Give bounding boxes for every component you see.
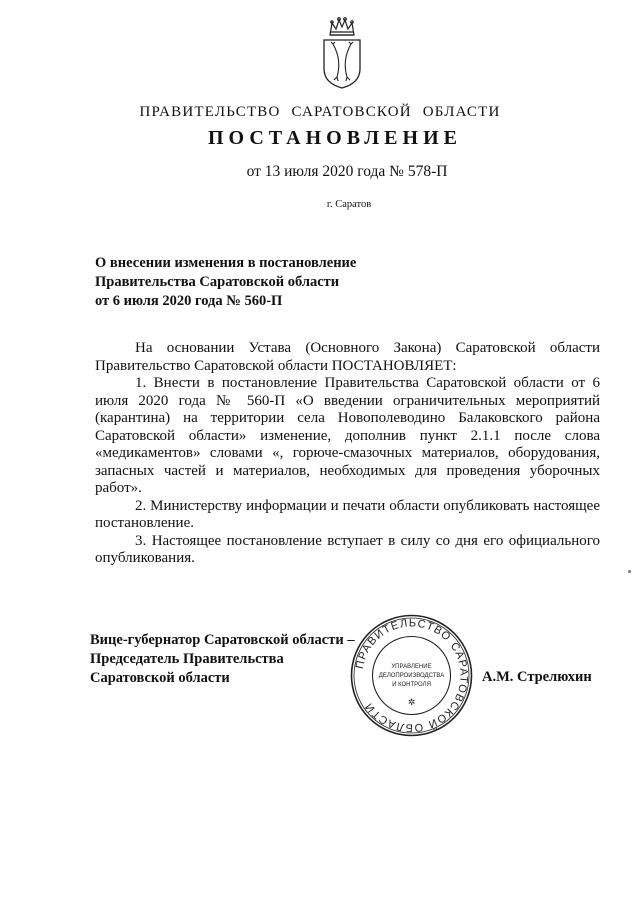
signer-title-line: Саратовской области	[90, 670, 230, 686]
body-paragraph: 1. Внести в постановление Правительства Саратовской области от 6 июля 2020 года № 560-П «О введении ограничительных мероприятий (карантина) на территории села Новополеводино Балаковского района Саратовской области» изменение, дополнив пункт 2.1.1 после слова «медикаментов» словами «, горюче-смазочных материалов, оборудования, запасных частей и материалов, необходимых для проведения уборочных работ».	[95, 375, 600, 496]
signer-title	[90, 631, 380, 688]
official-round-seal-icon	[349, 613, 474, 738]
signer-title-line: Вице-губернатор Саратовской области –	[90, 632, 355, 648]
organization-name: ПРАВИТЕЛЬСТВО САРАТОВСКОЙ ОБЛАСТИ	[139, 104, 501, 120]
body-paragraph: 2. Министерству информации и печати области опубликовать настоящее постановление.	[95, 497, 600, 531]
body-paragraph: На основании Устава (Основного Закона) Саратовской области Правительство Саратовской области ПОСТАНОВЛЯЕТ:	[95, 340, 600, 374]
scan-artifact-dot	[628, 570, 631, 573]
document-date-number: от 13 июля 2020 года № 578-П	[246, 163, 448, 180]
document-city: г. Саратов	[326, 199, 372, 210]
signer-title-line: Председатель Правительства	[90, 651, 284, 667]
subject-line: Правительства Саратовской области	[95, 274, 340, 290]
svg-text:УПРАВЛЕНИЕ: УПРАВЛЕНИЕ	[391, 664, 432, 670]
svg-text:✲: ✲	[407, 698, 416, 708]
document-subject	[95, 254, 395, 311]
subject-line: от 6 июля 2020 года № 560-П	[95, 293, 283, 309]
svg-text:ДЕЛОПРОИЗВОДСТВА: ДЕЛОПРОИЗВОДСТВА	[378, 673, 445, 679]
body-paragraph: 3. Настоящее постановление вступает в силу со дня его официального опубликования.	[95, 532, 600, 566]
document-body	[95, 340, 600, 568]
svg-text:И КОНТРОЛЯ: И КОНТРОЛЯ	[392, 682, 431, 688]
subject-line: О внесении изменения в постановление	[95, 255, 357, 271]
document-type: ПОСТАНОВЛЕНИЕ	[208, 127, 462, 149]
signer-name: А.М. Стрелюхин	[482, 669, 592, 685]
saratov-coat-of-arms-icon	[320, 15, 364, 90]
svg-text:ПРАВИТЕЛЬСТВО САРАТОВСКОЙ ОБ: ПРАВИТЕЛЬСТВО САРАТОВСКОЙ ОБЛАСТИ	[353, 617, 470, 734]
